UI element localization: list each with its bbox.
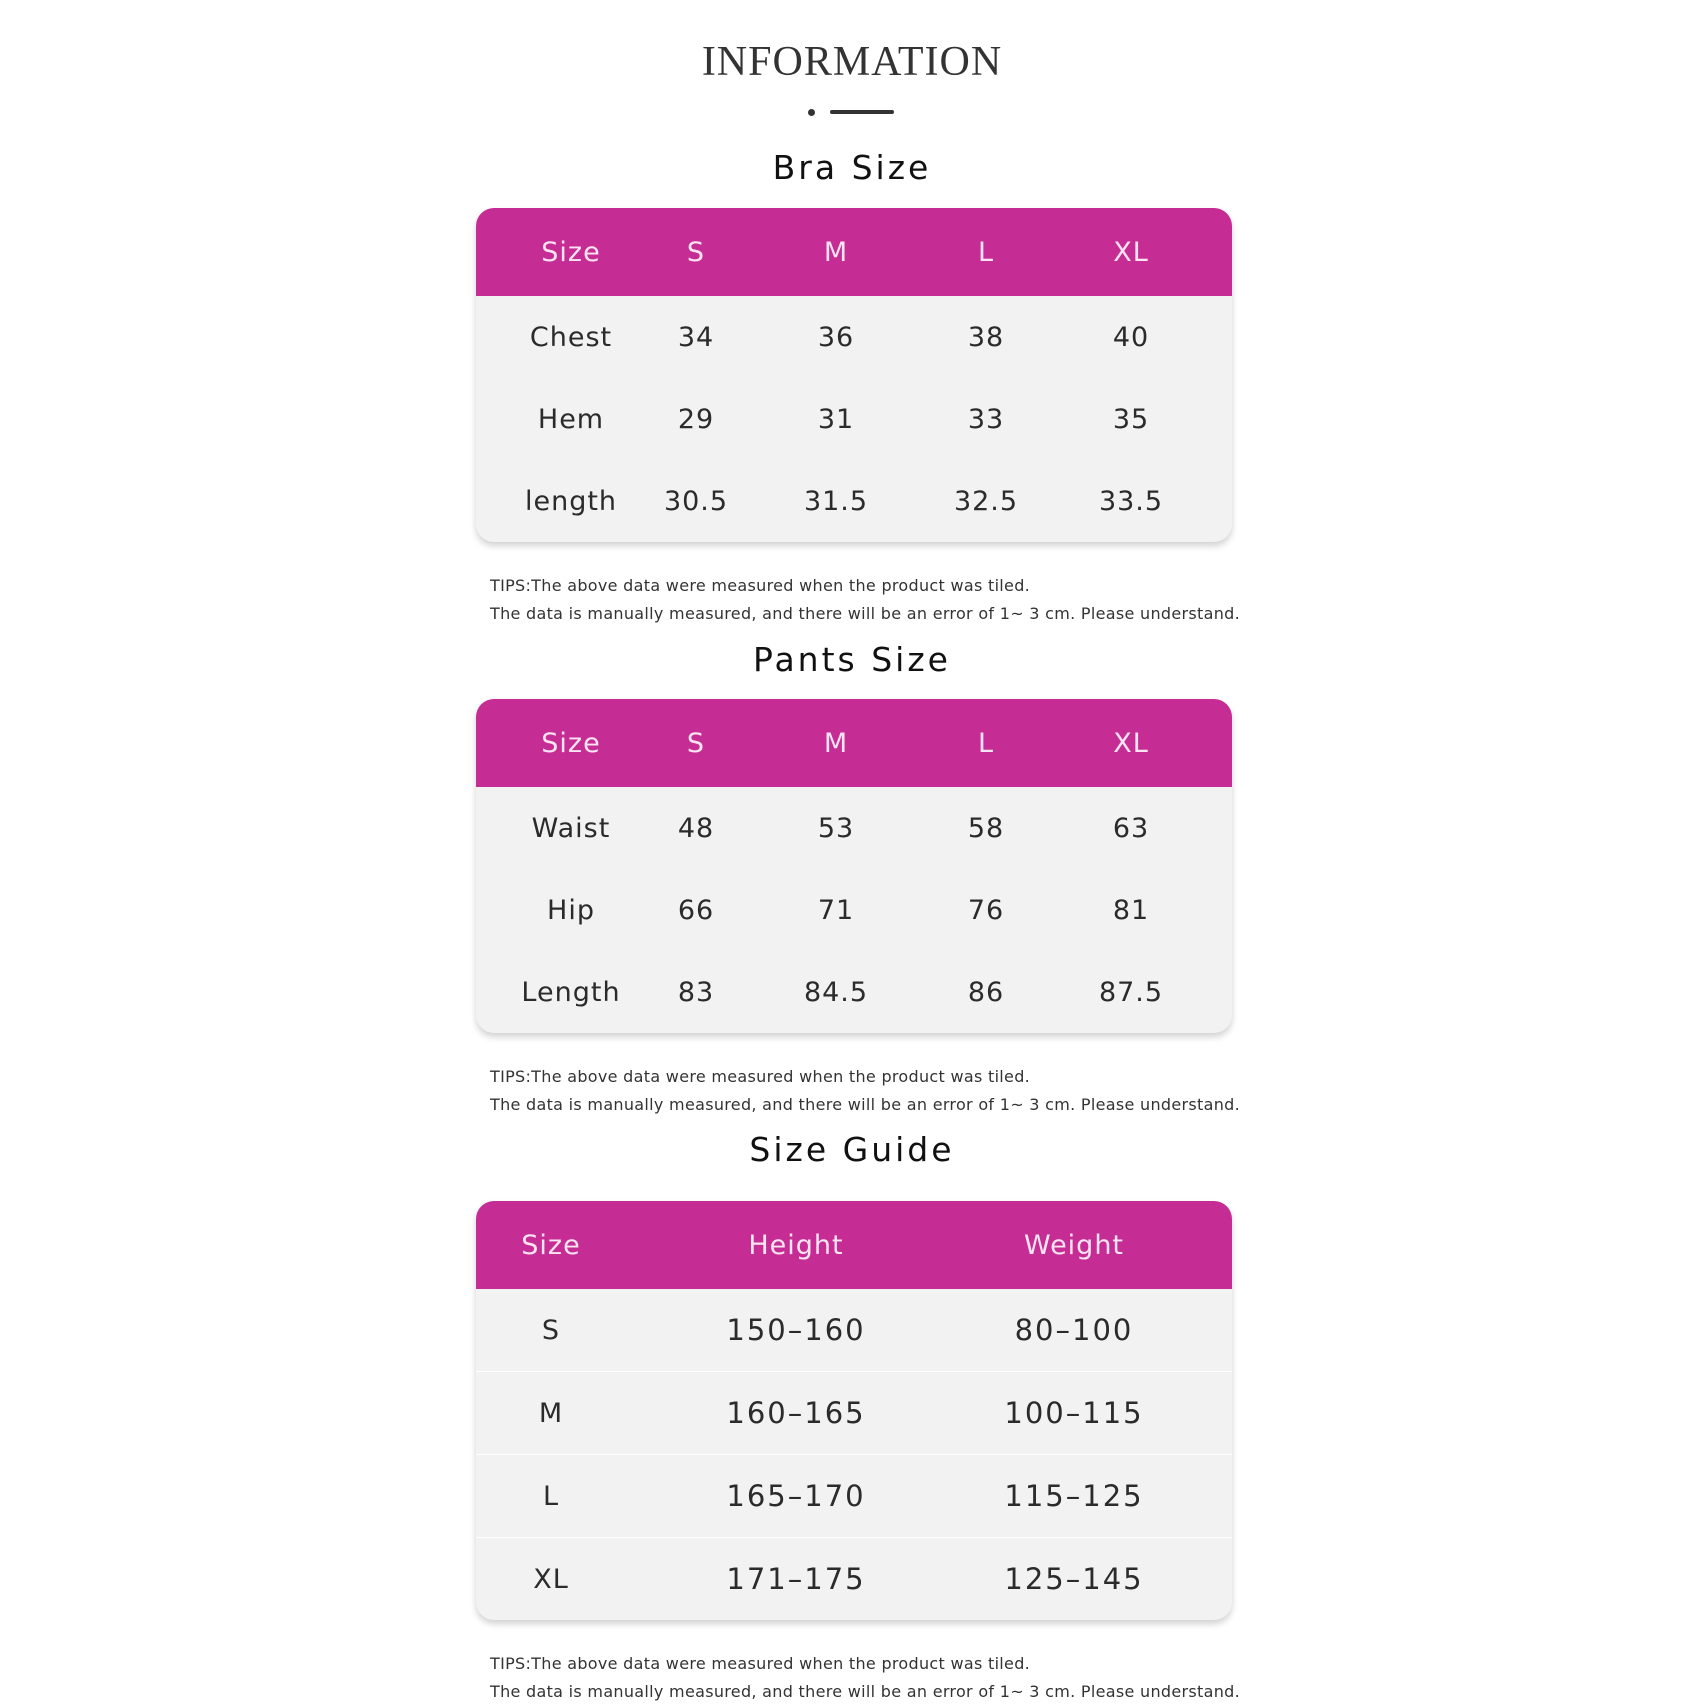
row-label: L: [542, 1480, 560, 1512]
table-cell: 150–160: [726, 1313, 866, 1347]
tips-line: TIPS:The above data were measured when the product was tiled.: [490, 1654, 1031, 1673]
header-cell: M: [823, 727, 849, 759]
row-label: XL: [533, 1563, 569, 1595]
table-cell: 63: [1112, 812, 1150, 844]
tips-line: The data is manually measured, and there will be an error of 1~ 3 cm. Please understand.: [490, 604, 1240, 623]
tips-line: TIPS:The above data were measured when the product was tiled.: [490, 576, 1031, 595]
row-label: S: [541, 1314, 561, 1346]
bra-tips: [490, 572, 1250, 628]
table-header: [476, 208, 1232, 296]
table-cell: 53: [817, 812, 855, 844]
header-cell: M: [823, 236, 849, 268]
table-cell: 31.5: [803, 485, 869, 517]
table-cell: 66: [677, 894, 715, 926]
table-cell: 34: [677, 321, 715, 353]
page-title: INFORMATION: [701, 39, 1003, 85]
size-guide-table: [476, 1201, 1232, 1620]
row-label: Hem: [537, 403, 605, 435]
table-cell: 36: [817, 321, 855, 353]
table-cell: 160–165: [726, 1396, 866, 1430]
header-cell: Weight: [1023, 1229, 1125, 1261]
bra-section-title: Bra Size: [772, 148, 932, 187]
title-divider: [808, 108, 896, 116]
row-label: M: [538, 1397, 564, 1429]
table-cell: 87.5: [1098, 976, 1164, 1008]
header-cell: XL: [1113, 727, 1149, 759]
row-label: Length: [521, 976, 621, 1008]
table-cell: 115–125: [1004, 1479, 1144, 1513]
table-header: [476, 699, 1232, 787]
table-cell: 83: [677, 976, 715, 1008]
divider-bar: [830, 110, 894, 114]
table-cell: 80–100: [1014, 1313, 1134, 1347]
table-cell: 86: [967, 976, 1005, 1008]
pants-section-title: Pants Size: [753, 640, 951, 679]
divider-dot: [808, 109, 815, 116]
table-cell: 125–145: [1004, 1562, 1144, 1596]
table-cell: 38: [967, 321, 1005, 353]
table-cell: 30.5: [663, 485, 729, 517]
tips-line: The data is manually measured, and there will be an error of 1~ 3 cm. Please understand.: [490, 1095, 1240, 1114]
table-cell: 33: [967, 403, 1005, 435]
table-cell: 100–115: [1004, 1396, 1144, 1430]
table-row: [476, 1289, 1232, 1371]
table-cell: 76: [967, 894, 1005, 926]
table-row: [476, 787, 1232, 869]
header-cell: XL: [1113, 236, 1149, 268]
header-cell: Size: [521, 1229, 581, 1261]
table-cell: 32.5: [953, 485, 1019, 517]
table-cell: 58: [967, 812, 1005, 844]
table-cell: 71: [817, 894, 855, 926]
guide-section-title: Size Guide: [749, 1130, 955, 1169]
header-cell: S: [686, 727, 706, 759]
row-label: length: [524, 485, 618, 517]
bra-size-table: [476, 208, 1232, 542]
header-cell: L: [977, 236, 995, 268]
table-row: [476, 951, 1232, 1033]
table-row: [476, 1371, 1232, 1454]
header-cell: Size: [541, 727, 601, 759]
row-label: Hip: [547, 894, 595, 926]
header-cell: Height: [748, 1229, 844, 1261]
table-cell: 165–170: [726, 1479, 866, 1513]
row-label: Waist: [531, 812, 611, 844]
table-header: [476, 1201, 1232, 1289]
header-cell: S: [686, 236, 706, 268]
row-label: Chest: [529, 321, 613, 353]
table-cell: 31: [817, 403, 855, 435]
guide-tips: [490, 1650, 1250, 1704]
table-cell: 84.5: [803, 976, 869, 1008]
table-row: [476, 1537, 1232, 1620]
tips-line: The data is manually measured, and there will be an error of 1~ 3 cm. Please understand.: [490, 1682, 1240, 1701]
pants-size-table: [476, 699, 1232, 1033]
header-cell: Size: [541, 236, 601, 268]
table-row: [476, 296, 1232, 378]
table-row: [476, 1454, 1232, 1537]
table-cell: 29: [677, 403, 715, 435]
table-cell: 171–175: [726, 1562, 866, 1596]
table-cell: 35: [1112, 403, 1150, 435]
table-row: [476, 869, 1232, 951]
table-cell: 81: [1112, 894, 1150, 926]
pants-tips: [490, 1063, 1250, 1119]
table-row: [476, 378, 1232, 460]
table-cell: 48: [677, 812, 715, 844]
table-cell: 40: [1112, 321, 1150, 353]
table-row: [476, 460, 1232, 542]
header-cell: L: [977, 727, 995, 759]
table-cell: 33.5: [1098, 485, 1164, 517]
tips-line: TIPS:The above data were measured when the product was tiled.: [490, 1067, 1031, 1086]
